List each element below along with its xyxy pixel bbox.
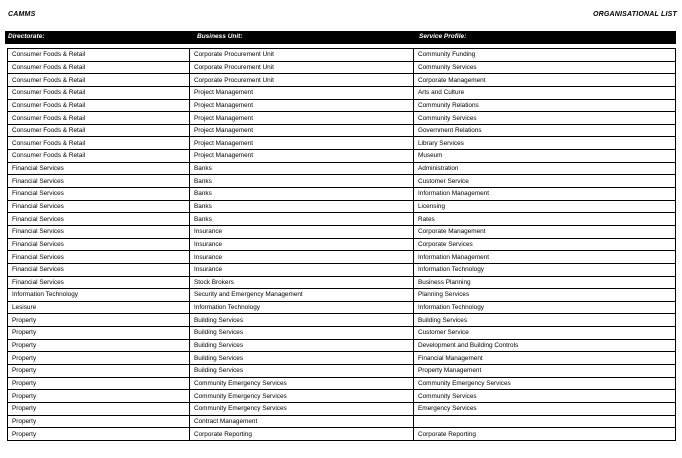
cell-service-profile: Corporate Reporting — [414, 428, 676, 441]
column-header-business-unit: Business Unit: — [197, 33, 243, 40]
table-row — [8, 175, 676, 188]
cell-service-profile: Building Services — [414, 314, 676, 327]
cell-service-profile: Community Relations — [414, 99, 676, 112]
cell-business-unit: Banks — [190, 188, 414, 201]
table-row — [8, 238, 676, 251]
cell-directorate: Consumer Foods & Retail — [8, 61, 190, 74]
cell-directorate: Property — [8, 428, 190, 441]
table-row — [8, 314, 676, 327]
table-row — [8, 339, 676, 352]
cell-business-unit: Building Services — [190, 327, 414, 340]
table-row — [8, 200, 676, 213]
column-header-service-profile: Service Profile: — [419, 33, 467, 40]
cell-service-profile — [414, 415, 676, 428]
cell-directorate: Consumer Foods & Retail — [8, 86, 190, 99]
table-row — [8, 327, 676, 340]
table-row — [8, 225, 676, 238]
table-row — [8, 402, 676, 415]
cell-business-unit: Project Management — [190, 99, 414, 112]
cell-service-profile: Community Emergency Services — [414, 377, 676, 390]
cell-business-unit: Banks — [190, 200, 414, 213]
cell-directorate: Consumer Foods & Retail — [8, 49, 190, 62]
cell-service-profile: Licensing — [414, 200, 676, 213]
cell-directorate: Property — [8, 327, 190, 340]
cell-service-profile: Planning Services — [414, 289, 676, 302]
cell-service-profile: Museum — [414, 150, 676, 163]
cell-business-unit: Information Technology — [190, 301, 414, 314]
cell-business-unit: Building Services — [190, 352, 414, 365]
cell-service-profile: Information Technology — [414, 263, 676, 276]
table-row — [8, 124, 676, 137]
report-app-name: CAMMS — [8, 11, 36, 18]
cell-business-unit: Corporate Procurement Unit — [190, 74, 414, 87]
table-row — [8, 188, 676, 201]
cell-directorate: Consumer Foods & Retail — [8, 74, 190, 87]
cell-business-unit: Building Services — [190, 339, 414, 352]
cell-service-profile: Customer Service — [414, 175, 676, 188]
cell-directorate: Property — [8, 415, 190, 428]
cell-service-profile: Financial Management — [414, 352, 676, 365]
cell-business-unit: Community Emergency Services — [190, 377, 414, 390]
cell-directorate: Information Technology — [8, 289, 190, 302]
table-row — [8, 365, 676, 378]
cell-service-profile: Rates — [414, 213, 676, 226]
cell-business-unit: Banks — [190, 162, 414, 175]
cell-business-unit: Stock Brokers — [190, 276, 414, 289]
cell-business-unit: Corporate Procurement Unit — [190, 49, 414, 62]
cell-business-unit: Insurance — [190, 251, 414, 264]
table-row — [8, 112, 676, 125]
table-row — [8, 428, 676, 441]
table-row — [8, 86, 676, 99]
cell-business-unit: Security and Emergency Management — [190, 289, 414, 302]
cell-directorate: Property — [8, 365, 190, 378]
cell-service-profile: Emergency Services — [414, 402, 676, 415]
table-row — [8, 276, 676, 289]
organisational-table — [7, 48, 676, 441]
cell-service-profile: Corporate Services — [414, 238, 676, 251]
table-row — [8, 289, 676, 302]
cell-directorate: Lesisure — [8, 301, 190, 314]
table-row — [8, 61, 676, 74]
cell-service-profile: Government Relations — [414, 124, 676, 137]
cell-business-unit: Insurance — [190, 238, 414, 251]
cell-directorate: Financial Services — [8, 200, 190, 213]
cell-business-unit: Project Management — [190, 137, 414, 150]
table-row — [8, 213, 676, 226]
cell-business-unit: Contract Management — [190, 415, 414, 428]
cell-directorate: Financial Services — [8, 263, 190, 276]
cell-directorate: Property — [8, 339, 190, 352]
table-row — [8, 74, 676, 87]
cell-directorate: Consumer Foods & Retail — [8, 150, 190, 163]
cell-service-profile: Property Management — [414, 365, 676, 378]
cell-business-unit: Community Emergency Services — [190, 402, 414, 415]
cell-business-unit: Building Services — [190, 314, 414, 327]
cell-business-unit: Insurance — [190, 263, 414, 276]
cell-directorate: Consumer Foods & Retail — [8, 99, 190, 112]
cell-service-profile: Administration — [414, 162, 676, 175]
cell-business-unit: Project Management — [190, 124, 414, 137]
table-row — [8, 150, 676, 163]
cell-business-unit: Banks — [190, 213, 414, 226]
cell-directorate: Financial Services — [8, 213, 190, 226]
cell-directorate: Property — [8, 377, 190, 390]
table-body — [8, 49, 676, 441]
cell-service-profile: Community Services — [414, 61, 676, 74]
table-row — [8, 263, 676, 276]
table-row — [8, 162, 676, 175]
cell-directorate: Consumer Foods & Retail — [8, 137, 190, 150]
cell-business-unit: Project Management — [190, 86, 414, 99]
cell-service-profile: Arts and Culture — [414, 86, 676, 99]
cell-business-unit: Corporate Reporting — [190, 428, 414, 441]
cell-business-unit: Community Emergency Services — [190, 390, 414, 403]
cell-service-profile: Library Services — [414, 137, 676, 150]
report-title: ORGANISATIONAL LIST — [592, 11, 677, 18]
cell-service-profile: Corporate Management — [414, 74, 676, 87]
cell-service-profile: Information Technology — [414, 301, 676, 314]
cell-business-unit: Corporate Procurement Unit — [190, 61, 414, 74]
cell-business-unit: Insurance — [190, 225, 414, 238]
column-header-bar — [5, 31, 676, 44]
cell-directorate: Property — [8, 352, 190, 365]
cell-directorate: Consumer Foods & Retail — [8, 112, 190, 125]
table-row — [8, 99, 676, 112]
table-row — [8, 390, 676, 403]
table-row — [8, 49, 676, 62]
table-row — [8, 137, 676, 150]
cell-directorate: Property — [8, 402, 190, 415]
cell-business-unit: Banks — [190, 175, 414, 188]
cell-business-unit: Project Management — [190, 112, 414, 125]
cell-directorate: Financial Services — [8, 276, 190, 289]
table-row — [8, 377, 676, 390]
table-row — [8, 301, 676, 314]
cell-directorate: Financial Services — [8, 225, 190, 238]
table-row — [8, 251, 676, 264]
cell-service-profile: Community Services — [414, 112, 676, 125]
table-row — [8, 352, 676, 365]
cell-service-profile: Corporate Management — [414, 225, 676, 238]
cell-directorate: Financial Services — [8, 238, 190, 251]
cell-service-profile: Community Services — [414, 390, 676, 403]
cell-business-unit: Project Management — [190, 150, 414, 163]
cell-directorate: Financial Services — [8, 175, 190, 188]
cell-service-profile: Information Management — [414, 188, 676, 201]
cell-service-profile: Business Planning — [414, 276, 676, 289]
cell-service-profile: Community Funding — [414, 49, 676, 62]
column-header-directorate: Directorate: — [8, 33, 45, 40]
cell-directorate: Property — [8, 314, 190, 327]
cell-directorate: Consumer Foods & Retail — [8, 124, 190, 137]
cell-directorate: Property — [8, 390, 190, 403]
cell-directorate: Financial Services — [8, 251, 190, 264]
table-row — [8, 415, 676, 428]
cell-service-profile: Information Management — [414, 251, 676, 264]
cell-directorate: Financial Services — [8, 162, 190, 175]
cell-business-unit: Building Services — [190, 365, 414, 378]
cell-service-profile: Development and Building Controls — [414, 339, 676, 352]
cell-directorate: Financial Services — [8, 188, 190, 201]
cell-service-profile: Customer Service — [414, 327, 676, 340]
